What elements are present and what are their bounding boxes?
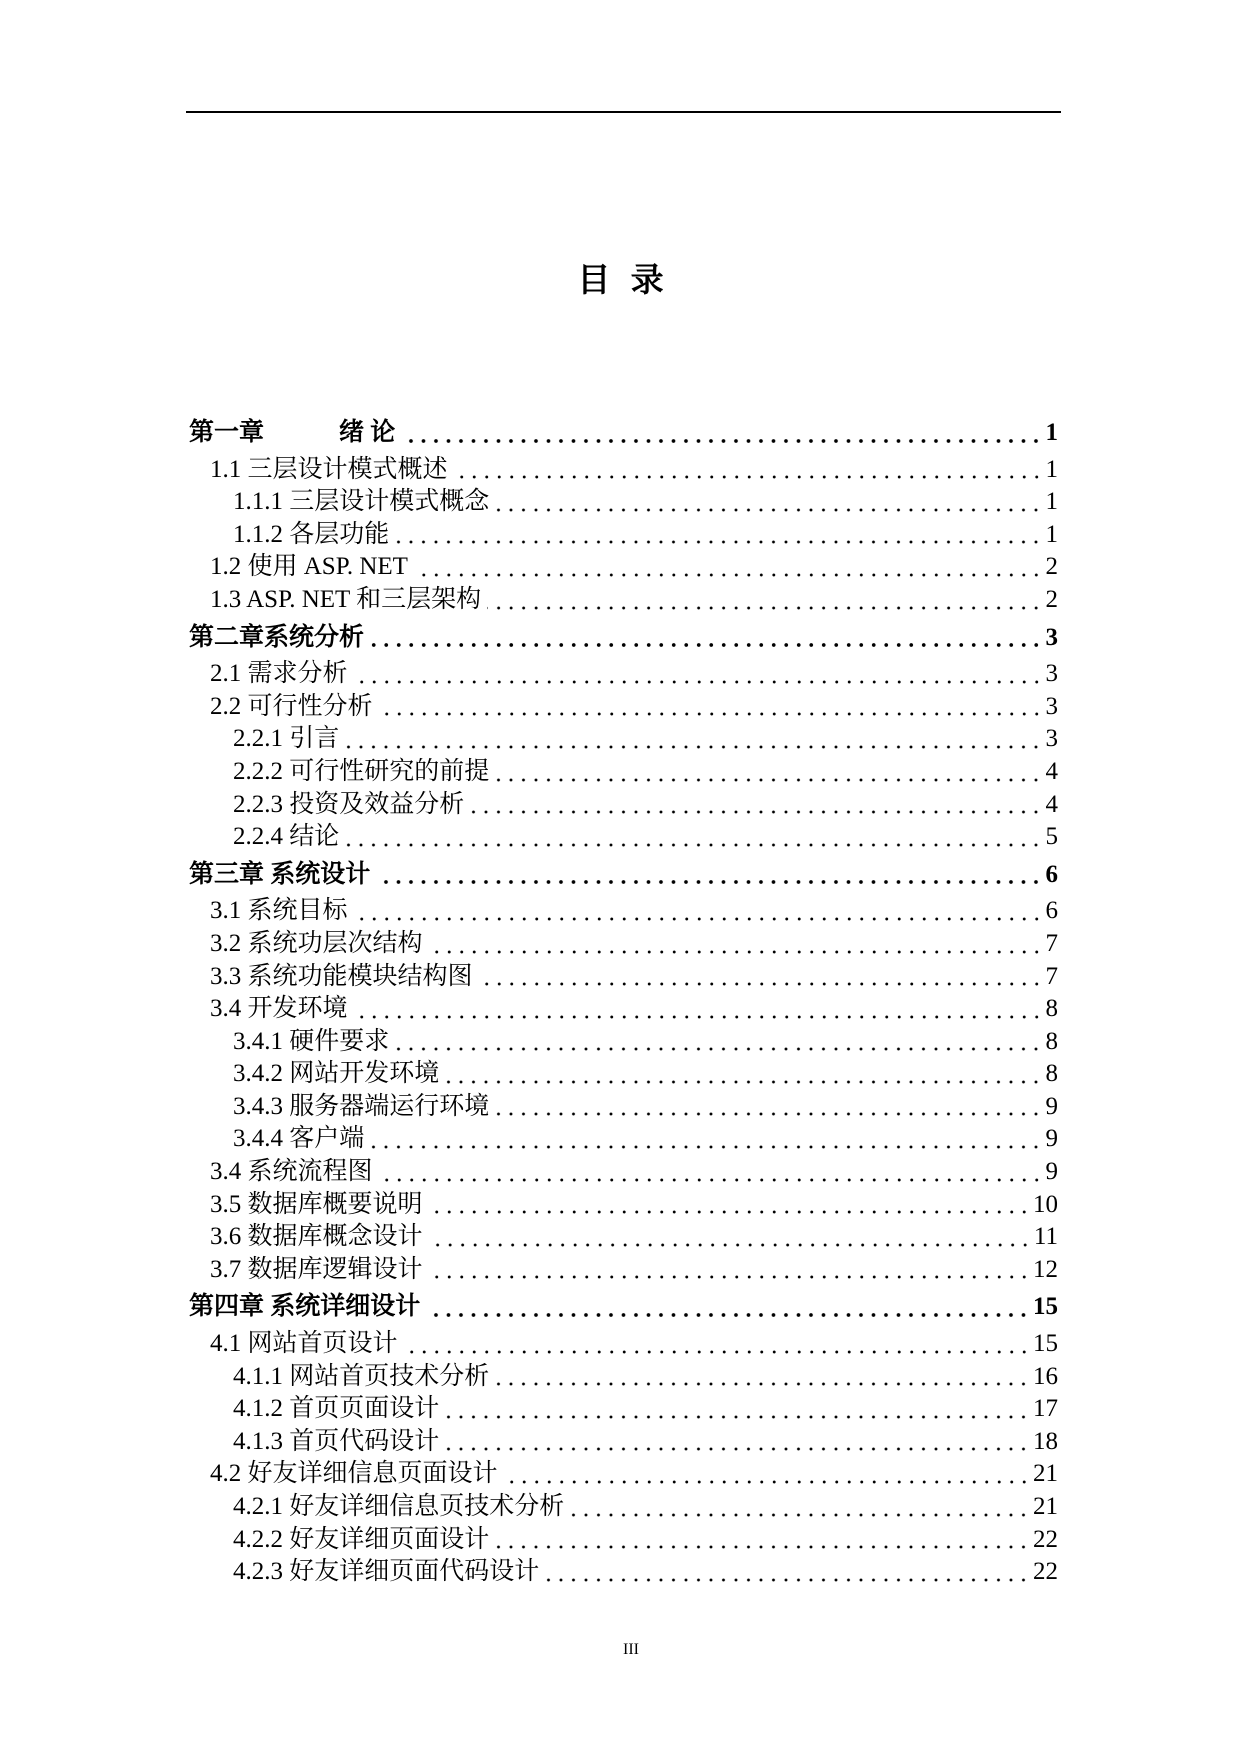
toc-page-number: 1: [1045, 488, 1058, 516]
dot-leader: [495, 1524, 1030, 1557]
toc-page-number: 4: [1045, 757, 1058, 785]
toc-section: [189, 928, 1058, 961]
toc-page-number: 9: [1045, 1092, 1058, 1120]
dot-leader: [454, 454, 1043, 487]
toc-page-number: 9: [1045, 1125, 1058, 1153]
dot-leader: [429, 1254, 1030, 1287]
dot-leader: [379, 1156, 1043, 1189]
toc-section: [189, 691, 1058, 724]
toc-subsection-title: 4.2.2 好友详细页面设计: [233, 1525, 490, 1553]
dot-leader: [445, 1426, 1030, 1459]
toc-subsection: [189, 1426, 1058, 1459]
dot-leader: [429, 1221, 1031, 1254]
toc-page-number: 11: [1033, 1223, 1058, 1251]
toc-subsection: [189, 519, 1058, 552]
toc-subsection: [189, 1491, 1058, 1524]
toc-page-number: 3: [1045, 660, 1058, 688]
dot-leader: [495, 756, 1042, 789]
dot-leader: [395, 519, 1042, 552]
toc-subsection-title: 1.1.1 三层设计模式概念: [233, 488, 490, 516]
toc-page-number: 12: [1033, 1255, 1058, 1283]
toc-chapter: [189, 854, 1058, 896]
toc-page-number: 1: [1045, 520, 1058, 548]
toc-section: [189, 993, 1058, 1026]
toc-page-number: 8: [1045, 995, 1058, 1023]
toc-section: [189, 454, 1058, 487]
toc-section: [189, 895, 1058, 928]
toc-section-title: 4.2 好友详细信息页面设计: [210, 1460, 498, 1488]
toc-section-title: 3.3 系统功能模块结构图: [210, 962, 473, 990]
toc-subsection-title: 4.2.1 好友详细信息页技术分析: [233, 1493, 565, 1520]
toc-page-number: 15: [1033, 1330, 1058, 1358]
dot-leader: [445, 1393, 1030, 1426]
toc-subsection-title: 3.4.4 客户端: [233, 1125, 365, 1153]
toc-subsection-title: 2.2.4 结论: [233, 823, 340, 851]
toc-subsection: [189, 756, 1058, 789]
dot-leader: [487, 584, 1042, 617]
toc-page-number: 2: [1045, 553, 1058, 581]
toc-section: [189, 1458, 1058, 1491]
dot-leader: [345, 723, 1042, 756]
toc-subsection-title: 4.2.3 好友详细页面代码设计: [233, 1558, 540, 1586]
toc-page-number: 10: [1033, 1190, 1058, 1218]
toc-subsection-title: 3.4.2 网站开发环境: [233, 1060, 440, 1088]
toc-subsection: [189, 723, 1058, 756]
toc-subsection: [189, 1091, 1058, 1124]
toc-page-number: 16: [1033, 1362, 1058, 1390]
toc-section-title: 3.2 系统功层次结构: [210, 929, 423, 957]
toc-section: [189, 1254, 1058, 1287]
toc-subsection: [189, 1123, 1058, 1156]
toc-section-title: 3.1 系统目标: [210, 897, 348, 925]
toc-section-title: 3.5 数据库概要说明: [210, 1190, 423, 1218]
dot-leader: [429, 928, 1043, 961]
dot-leader: [470, 789, 1042, 822]
toc-section-title: 3.6 数据库概念设计: [210, 1223, 423, 1251]
toc-page-number: 8: [1045, 1027, 1058, 1055]
toc-section: [189, 1156, 1058, 1189]
dot-leader: [445, 1058, 1042, 1091]
toc-page-number: 7: [1045, 929, 1058, 957]
toc-subsection-title: 1.1.2 各层功能: [233, 520, 390, 548]
toc-section-title: 2.1 需求分析: [210, 660, 348, 688]
toc-page-number: 1: [1045, 455, 1058, 483]
toc-subsection: [189, 1361, 1058, 1394]
toc-section-title: 3.4 系统流程图: [210, 1158, 373, 1186]
toc-page-number: 8: [1045, 1060, 1058, 1088]
toc-page-number: 2: [1045, 585, 1058, 613]
toc-subsection-title: 2.2.1 引言: [233, 725, 340, 753]
dot-leader: [426, 1286, 1030, 1328]
toc-page-number: 22: [1033, 1525, 1058, 1553]
toc-page-number: 9: [1045, 1158, 1058, 1186]
toc-chapter-title: 第四章 系统详细设计: [189, 1293, 421, 1321]
dot-leader: [395, 1026, 1042, 1059]
toc-page-number: 21: [1033, 1493, 1058, 1520]
dot-leader: [401, 412, 1042, 454]
toc-section: [189, 658, 1058, 691]
dot-leader: [545, 1556, 1030, 1589]
toc-page-number: 7: [1045, 962, 1058, 990]
toc-subsection: [189, 789, 1058, 822]
toc-subsection: [189, 486, 1058, 519]
toc-section: [189, 1189, 1058, 1222]
dot-leader: [570, 1491, 1030, 1524]
toc-section-title: 1.3 ASP. NET 和三层架构: [210, 585, 482, 613]
toc-section-title: 3.7 数据库逻辑设计: [210, 1255, 423, 1283]
toc-section-title: 1.2 使用 ASP. NET: [210, 553, 408, 581]
toc-chapter-title: 第一章 绪 论: [189, 419, 396, 446]
dot-leader: [379, 691, 1043, 724]
dot-leader: [495, 1361, 1030, 1394]
dot-leader: [495, 486, 1042, 519]
dot-leader: [504, 1458, 1030, 1491]
toc-page-number: 1: [1045, 419, 1058, 446]
toc-subsection: [189, 1393, 1058, 1426]
dot-leader: [370, 1123, 1042, 1156]
toc-section: [189, 1221, 1058, 1254]
toc-section: [189, 1328, 1058, 1361]
toc-subsection-title: 4.1.3 首页代码设计: [233, 1427, 440, 1455]
dot-leader: [354, 895, 1043, 928]
toc-page-number: 5: [1045, 823, 1058, 851]
toc-page-number: 15: [1033, 1293, 1058, 1321]
dot-leader: [354, 993, 1043, 1026]
toc-subsection: [189, 1058, 1058, 1091]
dot-leader: [479, 961, 1043, 994]
toc-page-number: 3: [1045, 725, 1058, 753]
toc-section-title: 1.1 三层设计模式概述: [210, 455, 448, 483]
toc-subsection-title: 4.1.2 首页页面设计: [233, 1395, 440, 1423]
toc-section: [189, 961, 1058, 994]
toc-section: [189, 584, 1058, 617]
dot-leader: [429, 1189, 1030, 1222]
toc-page-number: 21: [1033, 1460, 1058, 1488]
toc-page-number: 17: [1033, 1395, 1058, 1423]
toc-subsection: [189, 1524, 1058, 1557]
table-of-contents: [189, 412, 1058, 1589]
toc-page-number: 3: [1045, 692, 1058, 720]
toc-subsection-title: 4.1.1 网站首页技术分析: [233, 1362, 490, 1390]
toc-page-number: 3: [1045, 623, 1058, 651]
dot-leader: [370, 617, 1042, 659]
toc-subsection-title: 2.2.2 可行性研究的前提: [233, 757, 490, 785]
toc-page-number: 18: [1033, 1427, 1058, 1455]
page-number: III: [623, 1641, 639, 1658]
toc-page-number: 22: [1033, 1558, 1058, 1586]
toc-page-number: 6: [1045, 897, 1058, 925]
header-rule: [186, 111, 1061, 113]
page-title: 目 录: [577, 263, 664, 299]
toc-section-title: 4.1 网站首页设计: [210, 1330, 398, 1358]
toc-section-title: 2.2 可行性分析: [210, 692, 373, 720]
toc-subsection: [189, 821, 1058, 854]
toc-subsection: [189, 1556, 1058, 1589]
toc-subsection-title: 3.4.1 硬件要求: [233, 1027, 390, 1055]
dot-leader: [404, 1328, 1030, 1361]
toc-page-number: 4: [1045, 790, 1058, 818]
toc-section: [189, 551, 1058, 584]
toc-subsection-title: 2.2.3 投资及效益分析: [233, 790, 465, 818]
toc-chapter-title: 第三章 系统设计: [189, 860, 371, 888]
dot-leader: [354, 658, 1043, 691]
dot-leader: [495, 1091, 1042, 1124]
toc-section-title: 3.4 开发环境: [210, 995, 348, 1023]
toc-subsection-title: 3.4.3 服务器端运行环境: [233, 1092, 490, 1120]
toc-page-number: 6: [1045, 860, 1058, 888]
dot-leader: [376, 854, 1042, 896]
toc-chapter-title: 第二章系统分析: [189, 623, 365, 651]
toc-subsection: [189, 1026, 1058, 1059]
toc-chapter: [189, 1286, 1058, 1328]
dot-leader: [345, 821, 1042, 854]
dot-leader: [414, 551, 1043, 584]
toc-chapter: [189, 412, 1058, 454]
toc-chapter: [189, 617, 1058, 659]
